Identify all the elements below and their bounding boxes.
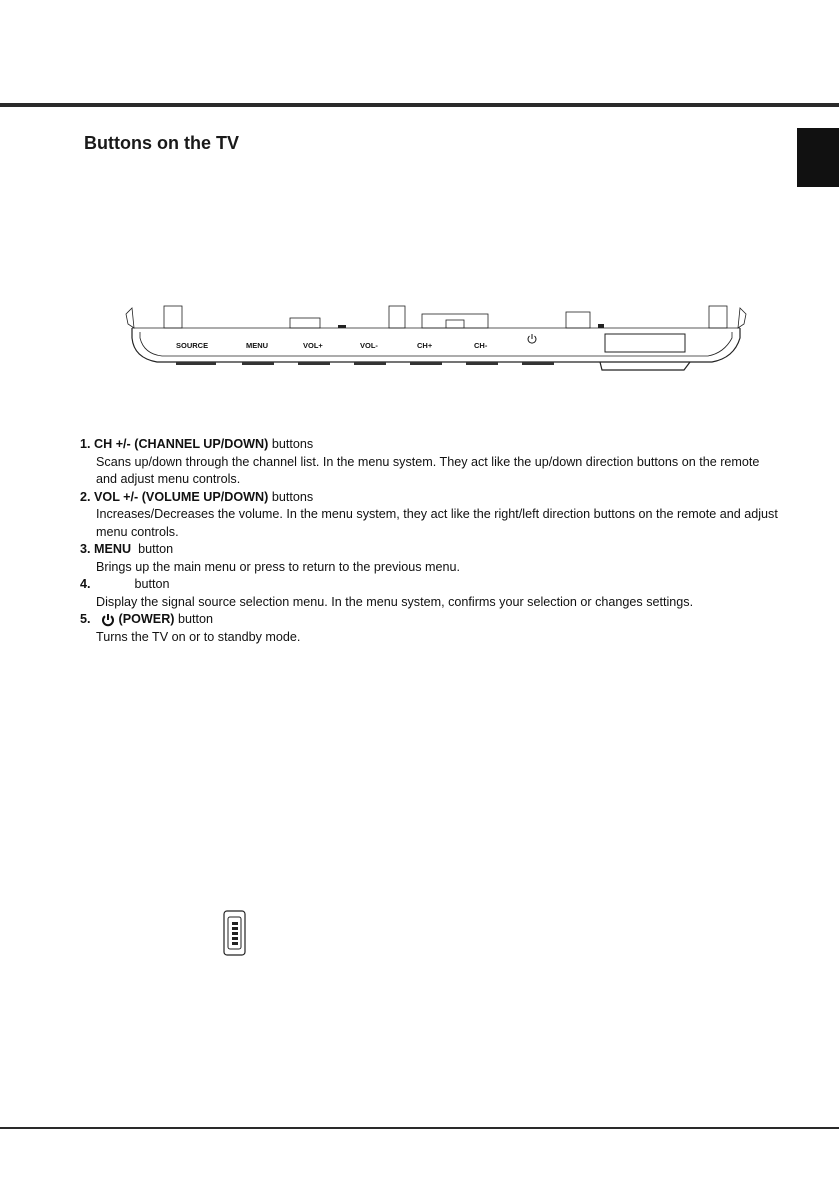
power-icon bbox=[528, 334, 536, 343]
item-description: Turns the TV on or to standby mode. bbox=[96, 629, 301, 644]
item-suffix: buttons bbox=[271, 437, 314, 451]
list-item bbox=[80, 489, 780, 542]
item-name: CH +/- (CHANNEL UP/DOWN) bbox=[94, 437, 269, 451]
vol-down-label: VOL- bbox=[360, 341, 378, 350]
item-number: 4. bbox=[80, 577, 91, 591]
panel-outline bbox=[132, 328, 740, 362]
list-item bbox=[80, 436, 780, 489]
item-suffix: button bbox=[134, 577, 170, 591]
item-name: MENU bbox=[94, 542, 132, 556]
item-name: (POWER) bbox=[118, 612, 175, 626]
power-icon bbox=[101, 613, 115, 627]
item-description: Brings up the main menu or press to return to the previous menu. bbox=[96, 559, 461, 574]
page-title: Buttons on the TV bbox=[84, 133, 239, 153]
ch-up-label: CH+ bbox=[417, 341, 433, 350]
item-number: 5. bbox=[80, 612, 91, 626]
item-number: 2. bbox=[80, 489, 91, 504]
header-rule bbox=[0, 103, 839, 107]
item-number: 1. bbox=[80, 437, 91, 451]
ch-down-label: CH- bbox=[474, 341, 488, 350]
language-tab-marker bbox=[797, 128, 839, 187]
item-description: Increases/Decreases the volume. In the menu system, they act like the right/left direction buttons on the remote and adjust menu controls. bbox=[96, 507, 778, 539]
button-descriptions bbox=[80, 436, 780, 646]
item-heading bbox=[80, 611, 780, 629]
menu-label: MENU bbox=[246, 341, 269, 350]
list-item bbox=[80, 541, 780, 576]
item-description: Display the signal source selection menu. In the menu system, confirms your selection or changes settings. bbox=[96, 594, 694, 609]
list-item bbox=[80, 611, 780, 646]
item-number: 3. bbox=[80, 542, 91, 556]
item-name: VOL +/- (VOLUME UP/DOWN) bbox=[94, 489, 269, 504]
item-suffix: buttons bbox=[271, 489, 314, 504]
item-heading bbox=[80, 436, 780, 454]
usb-port-icon bbox=[223, 910, 246, 956]
vol-up-label: VOL+ bbox=[303, 341, 323, 350]
item-suffix: button bbox=[138, 542, 174, 556]
item-heading bbox=[80, 489, 780, 507]
footer-rule bbox=[0, 1127, 839, 1129]
item-description: Scans up/down through the channel list. In the menu system. They act like the up/down direction buttons on the remote and adjust menu controls. bbox=[96, 454, 760, 486]
item-heading bbox=[80, 576, 780, 594]
tv-button-panel-diagram bbox=[112, 298, 762, 384]
item-suffix: button bbox=[177, 612, 213, 626]
item-heading bbox=[80, 541, 780, 559]
source-label: SOURCE bbox=[176, 341, 209, 350]
list-item bbox=[80, 576, 780, 611]
